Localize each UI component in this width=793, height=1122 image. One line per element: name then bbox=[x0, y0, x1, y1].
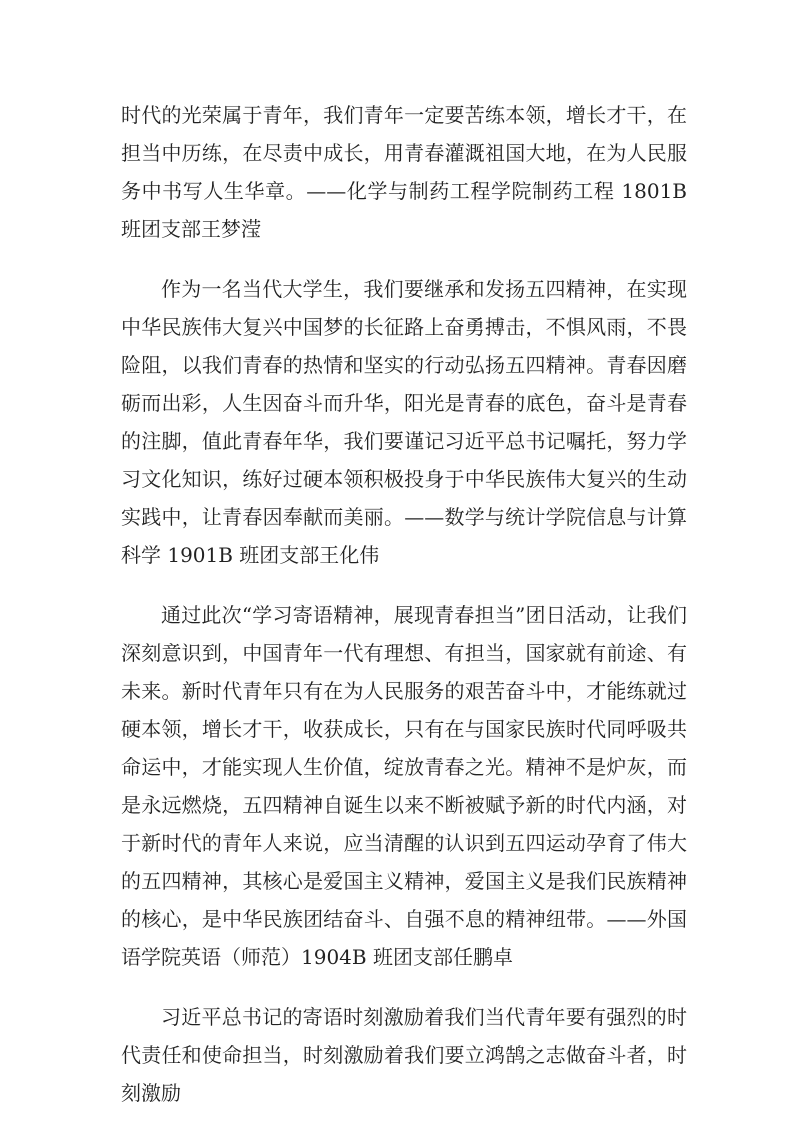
paragraph-3: 通过此次“学习寄语精神，展现青春担当”团日活动，让我们深刻意识到，中国青年一代有理想、有担当，国家就有前途、有未来。新时代青年只有在为人民服务的艰苦奋斗中，才能练就过硬本领，增长才干，收获成长，只有在与国家民族时代同呼吸共命运中，才能实现人生价值，绽放青春之光。精神不是炉灰，而是永远燃烧，五四精神自诞生以来不断被赋予新的时代内涵，对于新时代的青年人来说，应当清醒的认识到五四运动孕育了伟大的五四精神，其核心是爱国主义精神，爱国主义是我们民族精神的核心，是中华民族团结奋斗、自强不息的精神纽带。——外国语学院英语（师范）1904B 班团支部任鹏卓 bbox=[121, 603, 687, 969]
paragraph-4: 习近平总书记的寄语时刻激励着我们当代青年要有强烈的时代责任和使命担当，时刻激励着我们要立鸿鹄之志做奋斗者，时刻激励 bbox=[121, 1005, 687, 1105]
paragraph-1: 时代的光荣属于青年，我们青年一定要苦练本领，增长才干，在担当中历练，在尽责中成长，用青春灌溉祖国大地，在为人民服务中书写人生华章。——化学与制药工程学院制药工程 1801B 班团支部王梦滢 bbox=[121, 103, 687, 241]
document-body bbox=[121, 96, 687, 1112]
paragraph-2: 作为一名当代大学生，我们要继承和发扬五四精神，在实现中华民族伟大复兴中国梦的长征路上奋勇搏击，不惧风雨，不畏险阻，以我们青春的热情和坚实的行动弘扬五四精神。青春因磨砺而出彩，人生因奋斗而升华，阳光是青春的底色，奋斗是青春的注脚，值此青春年华，我们要谨记习近平总书记嘱托，努力学习文化知识，练好过硬本领积极投身于中华民族伟大复兴的生动实践中，让青春因奉献而美丽。——数学与统计学院信息与计算科学 1901B 班团支部王化伟 bbox=[121, 277, 687, 567]
